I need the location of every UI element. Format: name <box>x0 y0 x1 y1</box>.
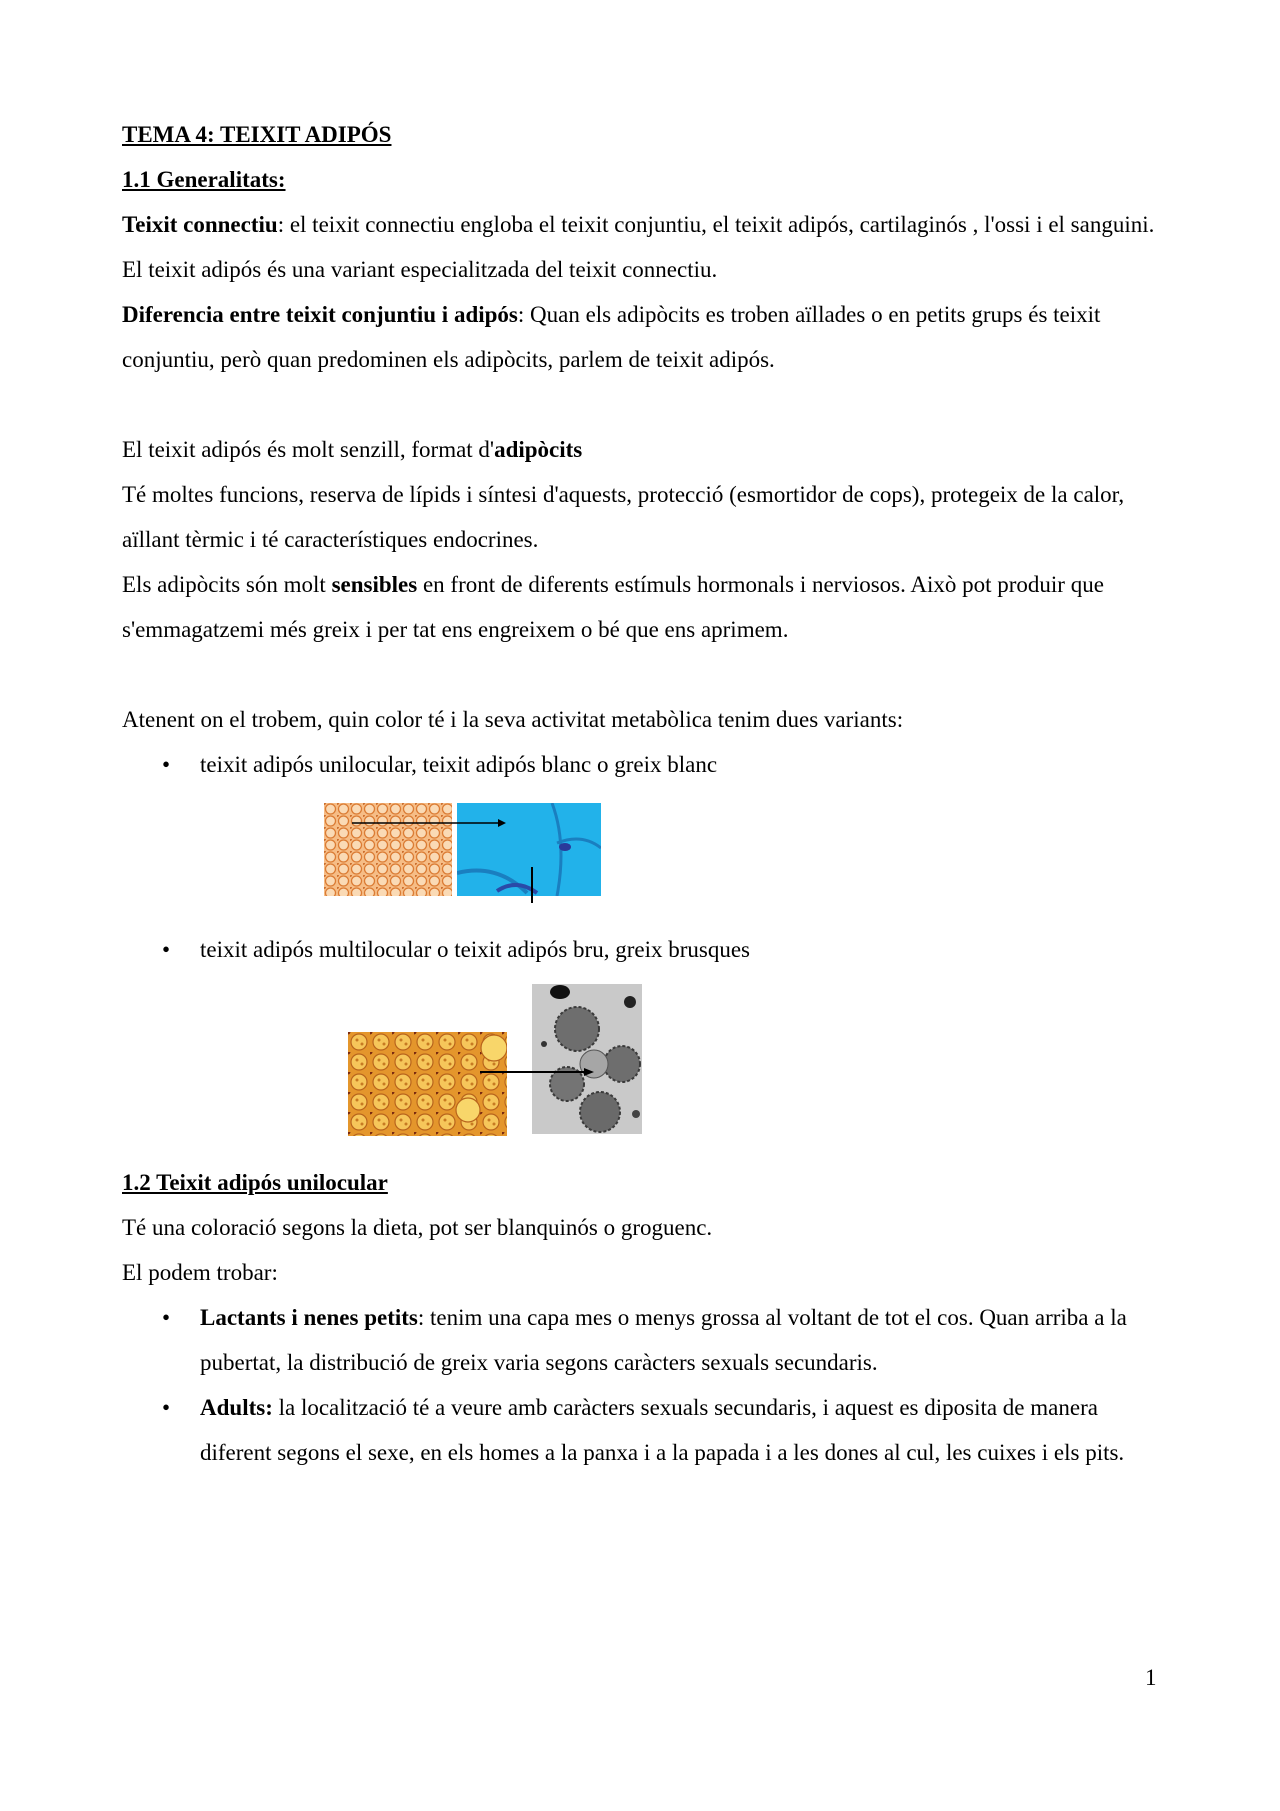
page-content <box>122 112 1162 1475</box>
list-item-text: : tenim una capa mes o menys grossa al voltant de tot el cos. Quan arriba a la pubertat, la distribució de greix varia segons caràcters sexuals secundaris. <box>200 1305 1127 1375</box>
list-item-unilocular <box>122 742 1162 787</box>
paragraph-podem-trobar: El podem trobar: <box>122 1260 278 1285</box>
list-item-text: teixit adipós unilocular, teixit adipós blanc o greix blanc <box>200 752 718 777</box>
document-title: TEMA 4: TEIXIT ADIPÓS <box>122 122 392 147</box>
paragraph-text: : el teixit connectiu engloba el teixit conjuntiu, el teixit adipós, cartilaginós , l'ossi i el sanguini. <box>277 212 1155 237</box>
figure-arrows <box>322 799 612 903</box>
term-teixit-connectiu: Teixit connectiu <box>122 212 278 237</box>
term-adipocits: adipòcits <box>494 437 583 462</box>
bullet-symbol: • <box>162 1305 171 1330</box>
bullet-symbol: • <box>162 752 171 777</box>
blank-line <box>122 382 1162 427</box>
paragraph-adipocits <box>122 427 1162 472</box>
paragraph-text: en front de diferents estímuls hormonals i nerviosos. Això pot produir que s'emmagatzemi més greix i per tat ens engreixem o bé que ens aprimem. <box>122 572 1104 642</box>
figure-white-adipose <box>122 787 1162 927</box>
term-lactants: Lactants i nenes petits <box>200 1305 418 1330</box>
bullet-symbol: • <box>162 1395 171 1420</box>
paragraph-diferencia <box>122 292 1162 382</box>
paragraph-sensibles <box>122 562 1162 652</box>
figure-brown-adipose <box>122 972 1162 1160</box>
list-item-lactants <box>122 1295 1162 1385</box>
micrograph-brown-fat-image <box>348 1032 507 1136</box>
paragraph-variant: El teixit adipós és una variant especialitzada del teixit connectiu. <box>122 257 718 282</box>
paragraph-text: El teixit adipós és molt senzill, format d' <box>122 437 495 462</box>
term-adults: Adults: <box>200 1395 273 1420</box>
paragraph-funcions: Té moltes funcions, reserva de lípids i síntesi d'aquests, protecció (esmortidor de cops), protegeix de la calor, aïllant tèrmic i té característiques endocrines. <box>122 482 1125 552</box>
list-item-text: teixit adipós multilocular o teixit adipós bru, greix brusques <box>200 937 750 962</box>
paragraph-text: Els adipòcits són molt <box>122 572 332 597</box>
paragraph-text: : Quan els adipòcits es troben aïllades o en petits grups és teixit conjuntiu, però quan predominen els adipòcits, parlem de teixit adipós. <box>122 302 1101 372</box>
paragraph-teixit-connectiu <box>122 202 1162 247</box>
figure-arrow <box>472 1062 602 1082</box>
section-heading-unilocular: 1.2 Teixit adipós unilocular <box>122 1170 388 1195</box>
list-item-adults <box>122 1385 1162 1475</box>
blank-line <box>122 652 1162 697</box>
list-item-multilocular <box>122 927 1162 972</box>
list-item-text: la localització té a veure amb caràcters sexuals secundaris, i aquest es diposita de manera diferent segons el sexe, en els homes a la panxa i a la papada i a les dones al cul, les cuixes i els pits. <box>200 1395 1125 1465</box>
paragraph-coloracio: Té una coloració segons la dieta, pot ser blanquinós o groguenc. <box>122 1215 713 1240</box>
bullet-symbol: • <box>162 937 171 962</box>
term-diferencia: Diferencia entre teixit conjuntiu i adipós <box>122 302 518 327</box>
micrograph-electron-image <box>532 984 642 1134</box>
page-number: 1 <box>1145 1665 1157 1690</box>
section-heading-generalitats: 1.1 Generalitats: <box>122 167 286 192</box>
term-sensibles: sensibles <box>331 572 418 597</box>
paragraph-variants-intro: Atenent on el trobem, quin color té i la seva activitat metabòlica tenim dues variants: <box>122 707 904 732</box>
